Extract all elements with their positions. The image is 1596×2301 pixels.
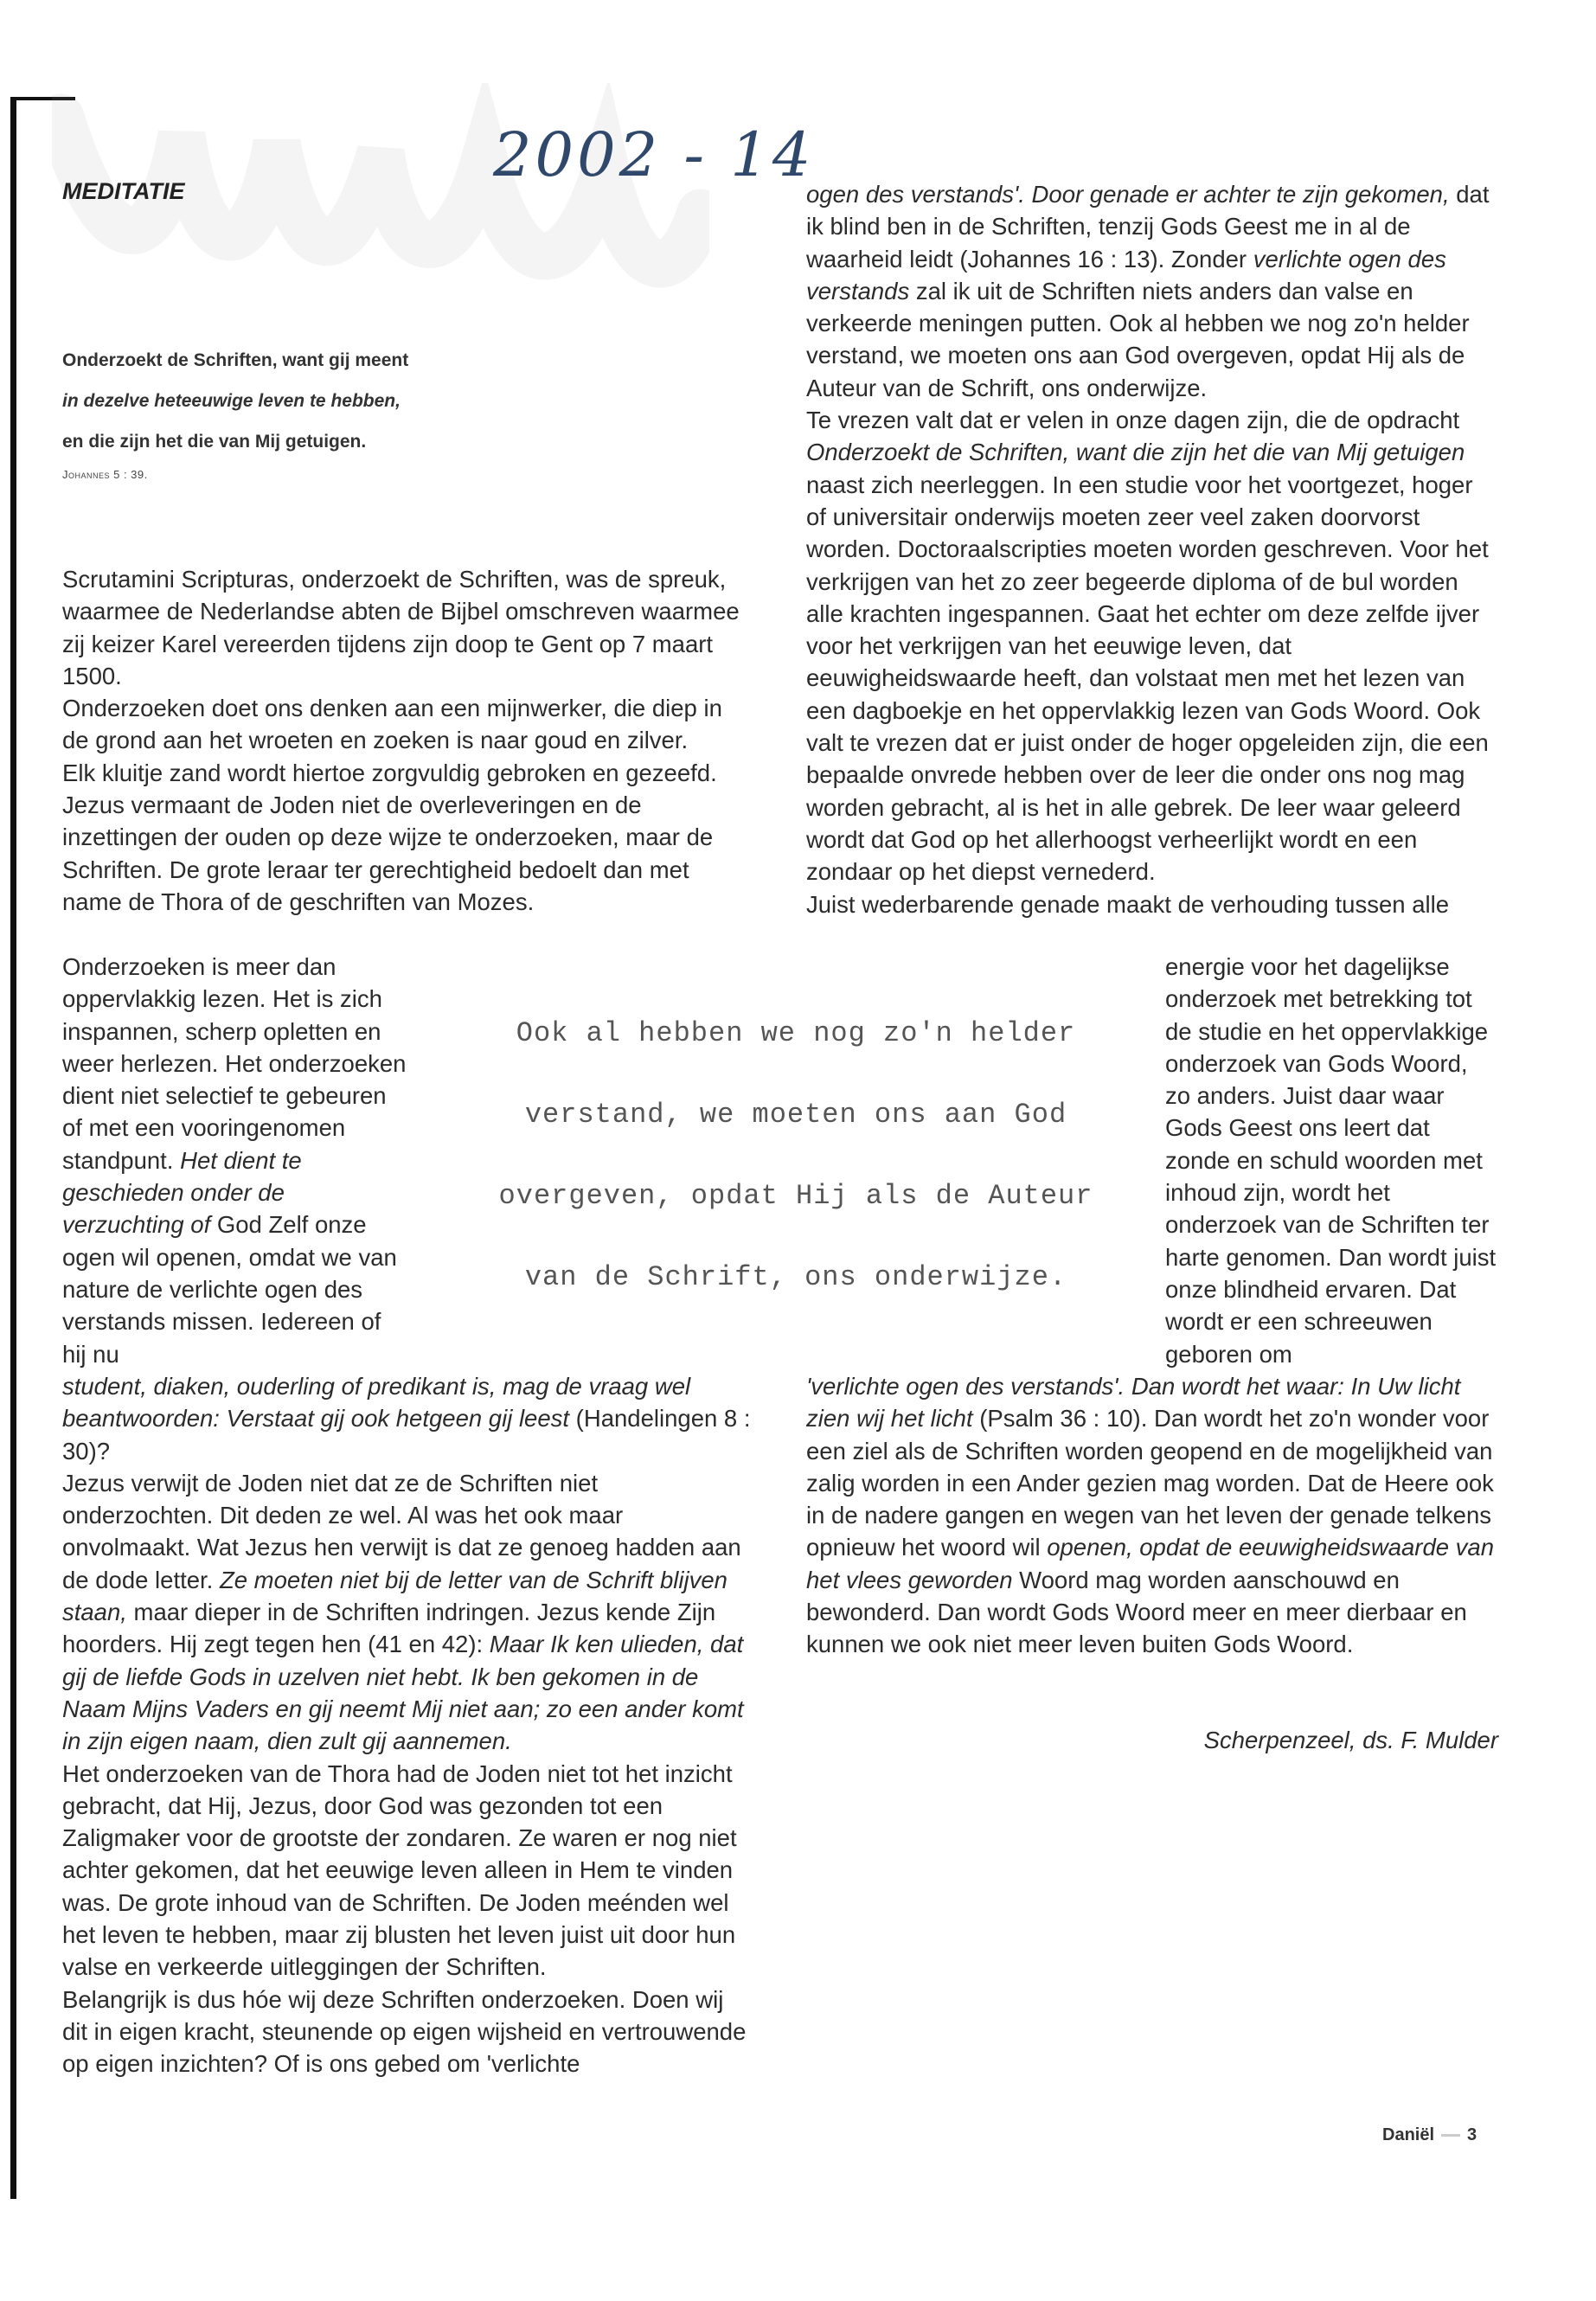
text-run-italic: student, diaken, ouderling of predikant is, mag de vraag wel beantwoorden: Verstaat gij ook hetgeen gij leest [62,1373,691,1433]
text-run: (Handelingen 8 : 30)? [62,1405,751,1465]
paragraph: Juist wederbarende genade maakt de verhouding tussen alle [806,890,1449,918]
pull-quote-line: verstand, we moeten ons aan God [524,1099,1067,1131]
text-run: Jezus verwijt de Joden niet dat ze de Schriften niet onderzochten. Dit deden ze wel. Al was het ook maar onvolmaakt. Wat Jezus hen verwijt is dat ze genoeg hadden aan de dode letter. [62,1469,741,1593]
paragraph: Het onderzoeken van de Thora had de Joden niet tot het inzicht gebracht, dat Hij, Jezus, door God was gezonden tot een Zaligmaker voor de grootste der zondaren. Ze waren er nog niet achter gekomen, dat het eeuwige leven alleen in Hem te vinden was. De grote inhoud van de Schriften. De Joden meénden wel het leven te hebben, maar zij blusten het leven juist uit door hun valse en verkeerde uitleggingen der Schriften. [62,1759,737,1981]
paragraph [806,1370,1498,1661]
text-run: Onderzoeken is meer dan oppervlakkig lezen. Het is zich inspannen, scherp opletten en weer herlezen. Het onderzoeken dient niet selectief te gebeuren of met een vooringenomen standpunt. [62,953,407,1174]
text-run-italic: ogen des verstands'. Door genade er achter te zijn gekomen, [806,181,1450,208]
text-run: zal ik uit de Schriften niets anders dan valse en verkeerde meningen putten. Ook al hebben we nog zo'n helder verstand, we moeten ons aan God overgeven, opdat Hij als de Auteur van de Schrift, ons onderwijze. [806,277,1470,401]
column-left-bottom [62,1370,754,2080]
epigraph-line: Onderzoekt de Schriften, want gij meent [62,350,409,370]
paragraph: Onderzoeken doet ons denken aan een mijnwerker, die diep in de grond aan het wroeten en zoeken is naar goud en zilver. [62,695,722,754]
page-number: 3 [1467,2125,1477,2144]
footer-divider [1441,2134,1460,2137]
text-run-italic: verlichte ogen des verstands [806,245,1446,304]
epigraph-line: in dezelve heteeuwige leven te hebben, [62,391,401,411]
text-run: God Zelf onze ogen wil openen, omdat we van nature de verlichte ogen des verstands missen. Iedereen of hij nu [62,1211,397,1368]
text-run-italic: Ze moeten niet bij de letter van de Schrift blijven staan, [62,1566,727,1626]
pull-quote-line: overgeven, opdat Hij als de Auteur [498,1180,1093,1212]
text-run: naast zich neerleggen. In een studie voor het voortgezet, hoger of universitair onderwijs moeten zeer veel zaken doorvorst worden. Doctoraalscripties moeten worden geschreven. Voor het verkrijgen van het zo zeer begeerde diploma of de bul worden alle krachten ingespannen. Gaat het echter om deze zelfde ijver voor het verkrijgen van het eeuwige leven, dat eeuwigheidswaarde heeft, dan volstaat men met het lezen van een dagboekje en het oppervlakkig lezen van Gods Woord. Ook valt te vrezen dat er juist onder de hoger opgeleiden zijn, die een bepaalde onvrede hebben over de leer die onder ons nog mag worden gebracht, al is het in alle gebrek. De leer waar geleerd wordt dat God op het allerhoogst verheerlijkt wordt en een zondaar op het diepst vernederd. [806,471,1489,886]
scan-left-edge [10,97,16,2199]
page-footer [1382,2125,1477,2145]
text-run: (Psalm 36 : 10). Dan wordt het zo'n wonder voor een ziel als de Schriften worden geopend en de mogelijkheid van zalig worden in een Ander gezien mag worden. Dat de Heere ook in de nadere gangen en wegen van het leven der genade telkens opnieuw het woord wil [806,1405,1494,1561]
text-run-italic: Het dient te geschieden onder de verzuchting of [62,1146,302,1239]
paragraph [806,178,1498,404]
text-run: maar dieper in de Schriften indringen. Jezus kende Zijn hoorders. Hij zegt tegen hen (41 en 42): [62,1599,716,1658]
section-label: MEDITATIE [62,178,185,204]
author-signature: Scherpenzeel, ds. F. Mulder [1203,1727,1498,1753]
pull-quote-line: Ook al hebben we nog zo'n helder [516,1017,1076,1049]
paragraph [806,404,1498,888]
pull-quote [467,1017,1125,1303]
column-right-bottom [806,1370,1498,1661]
text-run: Woord mag worden aanschouwd en bewonderd. Dan wordt Gods Woord meer en meer dierbaar en kunnen we ook niet meer leven buiten Gods Woord. [806,1566,1467,1658]
paragraph: Scrutamini Scripturas, onderzoekt de Schriften, was de spreuk, waarmee de Nederlandse abten de Bijbel omschreven waarmee zij keizer Karel vereerden tijdens zijn doop te Gent op 7 maart 1500. [62,566,740,689]
paragraph [62,1370,754,1467]
column-left-narrow [62,951,408,1370]
pull-quote-line: van de Schrift, ons onderwijze. [524,1261,1067,1293]
paragraph: Belangrijk is dus hóe wij deze Schriften onderzoeken. Doen wij dit in eigen kracht, steunende op eigen wijsheid en vertrouwende op eigen inzichten? Of is ons gebed om 'verlichte [62,1985,747,2078]
text-run: dat ik blind ben in de Schriften, tenzij Gods Geest me in al de waarheid leidt (Johannes 16 : 13). Zonder [806,181,1490,272]
column-right-top [806,178,1498,920]
epigraph-line: en die zijn het die van Mij getuigen. [62,432,367,452]
handwritten-issue-number: 2002 - 14 [493,119,815,190]
text-run: Te vrezen valt dat er velen in onze dagen zijn, die de opdracht [806,407,1460,434]
text-run-italic: Onderzoekt de Schriften, want die zijn het die van Mij getuigen [806,439,1465,466]
column-right-narrow: energie voor het dagelijkse onderzoek met betrekking tot de studie en het oppervlakkige onderzoek van Gods Woord, zo anders. Juist daar waar Gods Geest ons leert dat zonde en schuld woorden met inhoud zijn, wordt het onderzoek van de Schriften ter harte genomen. Dan wordt juist onze blindheid ervaren. Dat wordt er een schreeuwen geboren om [1165,953,1497,1368]
epigraph [62,340,512,462]
text-run-italic: openen, opdat de eeuwigheidswaarde van het vlees geworden [806,1534,1495,1593]
text-run-italic: 'verlichte ogen des verstands'. Dan wordt het waar: In Uw licht zien wij het licht [806,1373,1461,1433]
paragraph [62,1467,754,1758]
magazine-name: Daniël [1382,2125,1435,2144]
column-left-top [62,563,754,918]
paragraph: Elk kluitje zand wordt hiertoe zorgvuldig gebroken en gezeefd. Jezus vermaant de Joden niet de overleveringen en de inzettingen der ouden op deze wijze te onderzoeken, maar de Schriften. De grote leraar ter gerechtigheid bedoelt dan met name de Thora of de geschriften van Mozes. [62,759,717,915]
epigraph-reference: Johannes 5 : 39. [62,468,148,481]
text-run-italic: Maar Ik ken ulieden, dat gij de liefde Gods in uzelven niet hebt. Ik ben gekomen in de Naam Mijns Vaders en gij neemt Mij niet aan; zo een ander komt in zijn eigen naam, dien zult gij aannemen. [62,1631,744,1755]
